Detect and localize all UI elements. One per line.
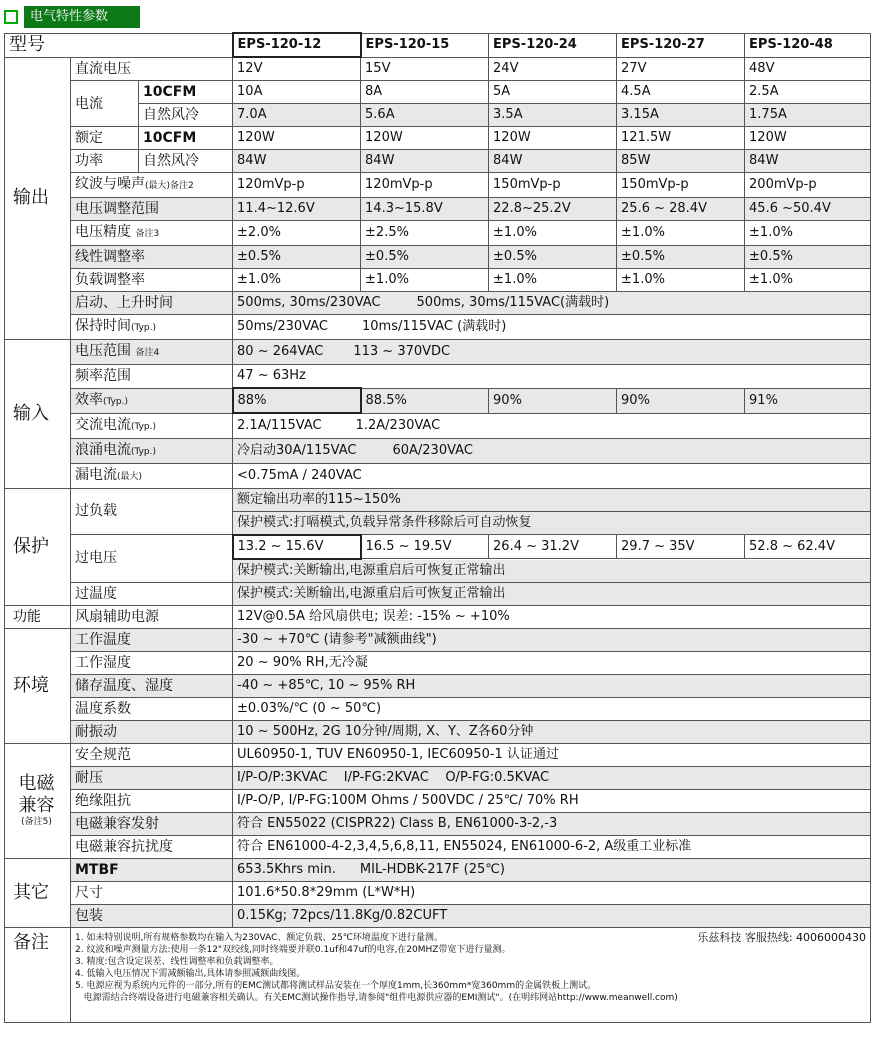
model-name: EPS-120-12 [233, 33, 361, 57]
cell: 14.3~15.8V [361, 198, 489, 221]
row-label: 直流电压 [71, 57, 233, 81]
cell: ±0.5% [233, 246, 361, 269]
row-label: 线性调整率 [71, 246, 233, 269]
cell: 653.5Khrs min. MIL-HDBK-217F (25℃) [233, 858, 871, 881]
sub-label: 自然风冷 [139, 150, 233, 173]
row-label: 过负载 [71, 488, 233, 535]
cell: 25.6 ~ 28.4V [617, 198, 745, 221]
cell: ±1.0% [489, 221, 617, 246]
cell: 7.0A [233, 104, 361, 127]
note-line: 4. 低输入电压情况下需减额输出,具体请参照减额曲线图。 [75, 968, 306, 979]
row-label: 交流电流(Typ.) [71, 413, 233, 438]
cell: 84W [745, 150, 871, 173]
row-label: 启动、上升时间 [71, 292, 233, 315]
cell: ±1.0% [617, 269, 745, 292]
cell: 额定输出功率的115~150% [233, 488, 871, 511]
cell: 84W [233, 150, 361, 173]
cell: 冷启动30A/115VAC 60A/230VAC [233, 438, 871, 463]
model-row [5, 33, 871, 57]
cell: UL60950-1, TUV EN60950-1, IEC60950-1 认证通过 [233, 743, 871, 766]
category-input: 输入 [5, 340, 71, 489]
cell: 120W [233, 127, 361, 150]
cell: 5A [489, 81, 617, 104]
row-label: 功率 [71, 150, 139, 173]
cell: 84W [361, 150, 489, 173]
section-title: 电气特性参数 [24, 6, 140, 28]
cell: I/P-O/P:3KVAC I/P-FG:2KVAC O/P-FG:0.5KVAC [233, 766, 871, 789]
cell: 3.15A [617, 104, 745, 127]
row-label: 电磁兼容抗扰度 [71, 835, 233, 858]
category-protection: 保护 [5, 488, 71, 605]
cell: 48V [745, 57, 871, 81]
cell: 91% [745, 388, 871, 413]
cell: 500ms, 30ms/230VAC 500ms, 30ms/115VAC(满载时) [233, 292, 871, 315]
row-label: 效率(Typ.) [71, 388, 233, 413]
cell: ±2.0% [233, 221, 361, 246]
cell: 符合 EN55022 (CISPR22) Class B, EN61000-3-2,-3 [233, 812, 871, 835]
note-line: 电源需结合终端设备进行电磁兼容相关确认。有关EMC测试操作指导,请参阅"组件电源供应器的EMI测试"。(在明纬网站http://www.meanwell.com) [75, 992, 678, 1003]
model-name: EPS-120-15 [361, 33, 489, 57]
cell: <0.75mA / 240VAC [233, 463, 871, 488]
row-label: 漏电流(最大) [71, 463, 233, 488]
cell: 90% [489, 388, 617, 413]
row-label: 安全规范 [71, 743, 233, 766]
cell: 27V [617, 57, 745, 81]
cell: 4.5A [617, 81, 745, 104]
row-label: 绝缘阻抗 [71, 789, 233, 812]
checkbox-square-icon [4, 10, 18, 24]
cell: 50ms/230VAC 10ms/115VAC (满载时) [233, 315, 871, 340]
cell: -40 ~ +85℃, 10 ~ 95% RH [233, 674, 871, 697]
hotline: 乐兹科技 客服热线: 4006000430 [697, 930, 867, 944]
cell: 121.5W [617, 127, 745, 150]
cell: 12V@0.5A 给风扇供电; 误差: -15% ~ +10% [233, 605, 871, 628]
cell: 13.2 ~ 15.6V [233, 535, 361, 559]
row-label: 电压调整范围 [71, 198, 233, 221]
cell: ±0.5% [489, 246, 617, 269]
model-label: 型号 [5, 33, 233, 57]
cell: ±1.0% [745, 269, 871, 292]
cell: 90% [617, 388, 745, 413]
cell: I/P-O/P, I/P-FG:100M Ohms / 500VDC / 25℃/ 70% RH [233, 789, 871, 812]
row-label: 电磁兼容发射 [71, 812, 233, 835]
cell: 8A [361, 81, 489, 104]
section-header [4, 6, 140, 28]
row-label: 工作温度 [71, 628, 233, 651]
cell: 47 ~ 63Hz [233, 365, 871, 389]
row-label: 包装 [71, 904, 233, 927]
row-label: 工作湿度 [71, 651, 233, 674]
cell: 保护模式:打嗝模式,负载异常条件移除后可自动恢复 [233, 511, 871, 535]
row-label: 尺寸 [71, 881, 233, 904]
row-label: 风扇辅助电源 [71, 605, 233, 628]
cell: ±0.5% [745, 246, 871, 269]
cell: 80 ~ 264VAC 113 ~ 370VDC [233, 340, 871, 365]
row-label: 储存温度、湿度 [71, 674, 233, 697]
cell: 3.5A [489, 104, 617, 127]
note-line: 5. 电源应视为系统内元件的一部分,所有的EMC测试都将测试样品安装在一个厚度1mm,长360mm*宽360mm的金属铁板上测试。 [75, 980, 597, 991]
category-others: 其它 [5, 858, 71, 927]
cell: ±1.0% [361, 269, 489, 292]
sub-label: 10CFM [139, 127, 233, 150]
row-label: 浪涌电流(Typ.) [71, 438, 233, 463]
note-line: 2. 纹波和噪声测量方法:使用一条12"双绞线,同时终端要并联0.1uf和47uf的电容,在20MHZ带宽下进行量测。 [75, 944, 511, 955]
cell: 120W [361, 127, 489, 150]
cell: ±0.5% [617, 246, 745, 269]
cell: 52.8 ~ 62.4V [745, 535, 871, 559]
cell: ±1.0% [233, 269, 361, 292]
model-name: EPS-120-27 [617, 33, 745, 57]
cell: 20 ~ 90% RH,无冷凝 [233, 651, 871, 674]
cell: 12V [233, 57, 361, 81]
category-function: 功能 [5, 605, 71, 628]
cell: 84W [489, 150, 617, 173]
category-environment: 环境 [5, 628, 71, 743]
cell: 5.6A [361, 104, 489, 127]
cell: ±1.0% [617, 221, 745, 246]
cell: ±1.0% [745, 221, 871, 246]
model-name: EPS-120-24 [489, 33, 617, 57]
cell: 120mVp-p [361, 173, 489, 198]
cell: 0.15Kg; 72pcs/11.8Kg/0.82CUFT [233, 904, 871, 927]
row-label: 耐压 [71, 766, 233, 789]
cell: 26.4 ~ 31.2V [489, 535, 617, 559]
spec-table [4, 32, 871, 1023]
category-output: 输出 [5, 57, 71, 340]
row-label: 保持时间(Typ.) [71, 315, 233, 340]
notes-block [71, 927, 871, 1022]
row-label: 过电压 [71, 535, 233, 583]
row-label: 频率范围 [71, 365, 233, 389]
cell: 29.7 ~ 35V [617, 535, 745, 559]
cell: 2.1A/115VAC 1.2A/230VAC [233, 413, 871, 438]
row-label: 温度系数 [71, 697, 233, 720]
cell: ±1.0% [489, 269, 617, 292]
sub-label: 自然风冷 [139, 104, 233, 127]
cell: 10A [233, 81, 361, 104]
cell: 150mVp-p [617, 173, 745, 198]
cell: 88% [233, 388, 361, 413]
cell: 保护模式:关断输出,电源重启后可恢复正常输出 [233, 582, 871, 605]
note-line: 1. 如未特别说明,所有规格参数均在输入为230VAC、额定负载、25℃环境温度下进行量测。 [75, 932, 443, 943]
cell: 24V [489, 57, 617, 81]
cell: 45.6 ~50.4V [745, 198, 871, 221]
category-emc: 电磁 兼容 (备注5) [5, 743, 71, 858]
row-label: MTBF [71, 858, 233, 881]
cell: 16.5 ~ 19.5V [361, 535, 489, 559]
cell: 120W [489, 127, 617, 150]
cell: 88.5% [361, 388, 489, 413]
row-label: 电流 [71, 81, 139, 127]
sub-label: 10CFM [139, 81, 233, 104]
row-label: 负载调整率 [71, 269, 233, 292]
row-label: 电压范围 备注4 [71, 340, 233, 365]
cell: 200mVp-p [745, 173, 871, 198]
cell: 1.75A [745, 104, 871, 127]
cell: 符合 EN61000-4-2,3,4,5,6,8,11, EN55024, EN61000-6-2, A级重工业标准 [233, 835, 871, 858]
cell: 150mVp-p [489, 173, 617, 198]
cell: 11.4~12.6V [233, 198, 361, 221]
cell: ±0.03%/℃ (0 ~ 50℃) [233, 697, 871, 720]
category-notes: 备注 [5, 927, 71, 1022]
cell: ±0.5% [361, 246, 489, 269]
cell: 120mVp-p [233, 173, 361, 198]
row-label: 额定 [71, 127, 139, 150]
cell: ±2.5% [361, 221, 489, 246]
note-line: 3. 精度:包含设定误差、线性调整率和负载调整率。 [75, 956, 279, 967]
row-label: 过温度 [71, 582, 233, 605]
cell: -30 ~ +70℃ (请参考"减额曲线") [233, 628, 871, 651]
cell: 10 ~ 500Hz, 2G 10分钟/周期, X、Y、Z各60分钟 [233, 720, 871, 743]
cell: 85W [617, 150, 745, 173]
cell: 120W [745, 127, 871, 150]
row-label: 电压精度 备注3 [71, 221, 233, 246]
cell: 15V [361, 57, 489, 81]
row-label: 纹波与噪声(最大)备注2 [71, 173, 233, 198]
row-label: 耐振动 [71, 720, 233, 743]
cell: 22.8~25.2V [489, 198, 617, 221]
model-name: EPS-120-48 [745, 33, 871, 57]
cell: 保护模式:关断输出,电源重启后可恢复正常输出 [233, 559, 871, 583]
cell: 2.5A [745, 81, 871, 104]
cell: 101.6*50.8*29mm (L*W*H) [233, 881, 871, 904]
